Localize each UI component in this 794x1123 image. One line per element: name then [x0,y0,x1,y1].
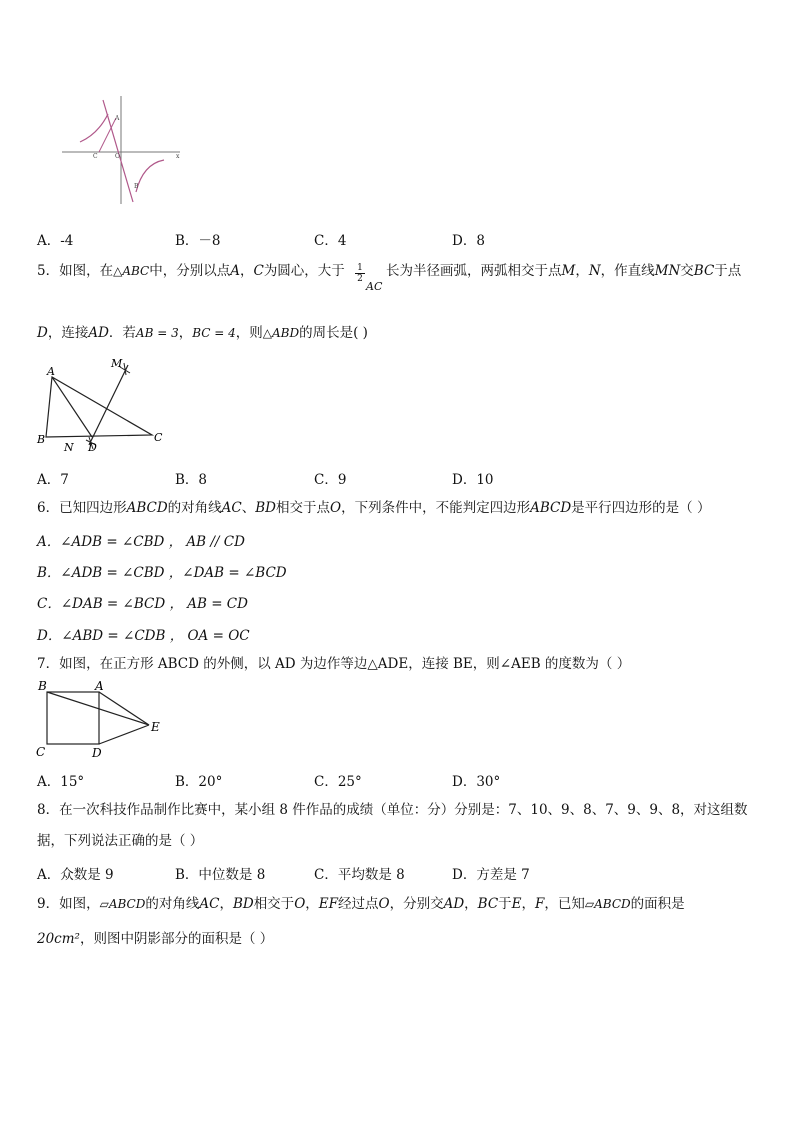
q4-graph-figure [58,94,188,206]
q5-stem-line2: D，连接AD．若AB = 3，BC = 4，则△ABD的周长是( ) [37,325,368,341]
label-c: C [93,153,98,160]
q6-option-c: C．∠DAB = ∠BCD ， AB = CD [37,596,248,612]
label-o: O [115,153,120,160]
q7-option-a: A．15° [37,774,85,790]
triangle-abc [46,377,152,437]
q6-option-d: D．∠ABD = ∠CDB ， OA = OC [37,628,250,644]
label-e: E [151,720,160,734]
label-n: N [64,441,74,454]
q5-fraction-half: $\frac{1}{2}$ [355,263,365,284]
q8-stem-line2: 据，下列说法正确的是（ ） [37,833,204,849]
label-b: B [37,433,46,446]
label-a: A [95,679,104,693]
q5-option-d: D．10 [452,472,494,488]
q5-triangle-figure [34,355,169,457]
hyperbola-branch-left [80,114,108,142]
segment-be [47,692,149,725]
q7-stem: 7．如图，在正方形 ABCD 的外侧，以 AD 为边作等边△ADE，连接 BE，则∠AEB 的度数为（ ） [37,656,631,672]
q9-stem-line2: 20cm²，则图中阴影部分的面积是（ ） [37,931,274,947]
q5-option-c: C．9 [314,472,347,488]
label-x: x [176,153,180,160]
q6-option-b: B．∠ADB = ∠CBD ，∠DAB = ∠BCD [37,565,287,581]
q4-option-a: A．-4 [37,233,74,249]
label-a: A [115,115,120,122]
q4-option-c: C．4 [314,233,347,249]
q9-stem-line1: 9．如图，▱ABCD的对角线AC，BD相交于O，EF经过点O，分别交AD，BC于E，F，已知▱ABCD的面积是 [37,896,685,912]
hyperbola-branch-right [136,160,164,192]
label-d: D [92,746,102,760]
q8-option-c: C．平均数是 8 [314,867,405,883]
label-c: C [36,745,46,759]
q7-option-c: C．25° [314,774,362,790]
label-b: B [134,183,139,190]
q5-option-a: A．7 [37,472,69,488]
q6-stem: 6．已知四边形ABCD的对角线AC、BD相交于点O，下列条件中，不能判定四边形ABCD是平行四边形的是（ ） [37,500,711,516]
q5-stem-line1-cont: 长为半径画弧，两弧相交于点M，N，作直线MN交BC于点 [386,263,742,279]
segment-ae [99,692,149,725]
q7-square-figure [34,678,164,760]
q8-option-b: B．中位数是 8 [175,867,266,883]
q6-option-a: A．∠ADB = ∠CBD ， AB // CD [37,534,245,550]
q4-option-b: B．－8 [175,233,221,249]
segment-de [99,725,149,744]
q5-option-b: B．8 [175,472,208,488]
q5-stem-line1: 5．如图，在△ABC中，分别以点A，C为圆心，大于 [37,263,345,279]
q8-stem-line1: 8．在一次科技作品制作比赛中，某小组 8 件作品的成绩（单位：分）分别是：7、10、9、8、7、9、9、8，对这组数 [37,802,748,818]
q7-option-d: D．30° [452,774,501,790]
label-c: C [154,431,163,444]
label-d: D [88,441,97,454]
q5-fraction-ac: AC [366,280,383,293]
q7-option-b: B．20° [175,774,223,790]
label-b: B [38,679,47,693]
label-m: M [111,357,123,370]
label-a: A [47,365,55,378]
q8-option-d: D．方差是 7 [452,867,530,883]
q8-option-a: A．众数是 9 [37,867,114,883]
segment-ad [52,377,92,437]
line-mn [89,365,128,445]
q4-option-d: D．8 [452,233,485,249]
